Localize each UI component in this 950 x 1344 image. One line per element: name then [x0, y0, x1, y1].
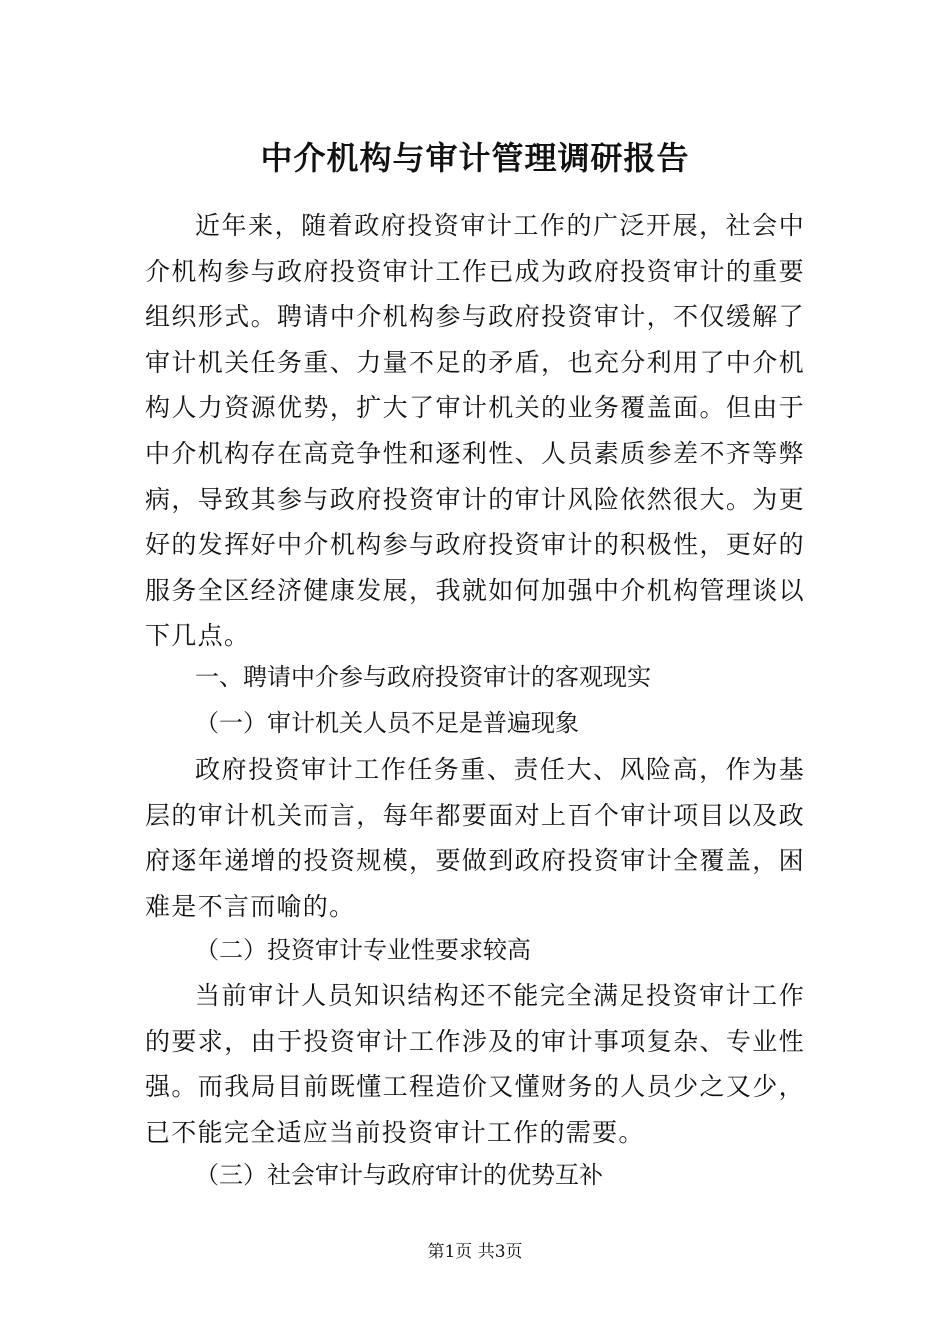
subsection-heading-3: （三）社会审计与政府审计的优势互补 [195, 1161, 603, 1189]
document-title: 中介机构与审计管理调研报告 [260, 139, 690, 177]
intro-paragraph: 近年来，随着政府投资审计工作的广泛开展，社会中介机构参与政府投资审计工作已成为政府投资审计的重要组织形式。聘请中介机构参与政府投资审计，不仅缓解了审计机关任务重、力量不足的矛盾，也充分利用了中介机构人力资源优势，扩大了审计机关的业务覆盖面。但由于中介机构存在高竞争性和逐利性、人员素质参差不齐等弊病，导致其参与政府投资审计的审计风险依然很大。为更好的发挥好中介机构参与政府投资审计的积极性，更好的服务全区经济健康发展，我就如何加强中介机构管理谈以下几点。 [145, 211, 805, 651]
subsection-1-paragraph: 政府投资审计工作任务重、责任大、风险高，作为基层的审计机关而言，每年都要面对上百个审计项目以及政府逐年递增的投资规模，要做到政府投资审计全覆盖，困难是不言而喻的。 [145, 755, 805, 921]
page-footer-indicator: 第1页 共3页 [427, 1242, 523, 1262]
subsection-2-paragraph: 当前审计人员知识结构还不能完全满足投资审计工作的要求，由于投资审计工作涉及的审计事项复杂、专业性强。而我局目前既懂工程造价又懂财务的人员少之又少，已不能完全适应当前投资审计工作的需要。 [145, 981, 805, 1147]
subsection-heading-2: （二）投资审计专业性要求较高 [195, 936, 531, 964]
subsection-heading-1: （一）审计机关人员不足是普遍现象 [195, 709, 579, 737]
section-heading-1: 一、聘请中介参与政府投资审计的客观现实 [195, 663, 651, 691]
